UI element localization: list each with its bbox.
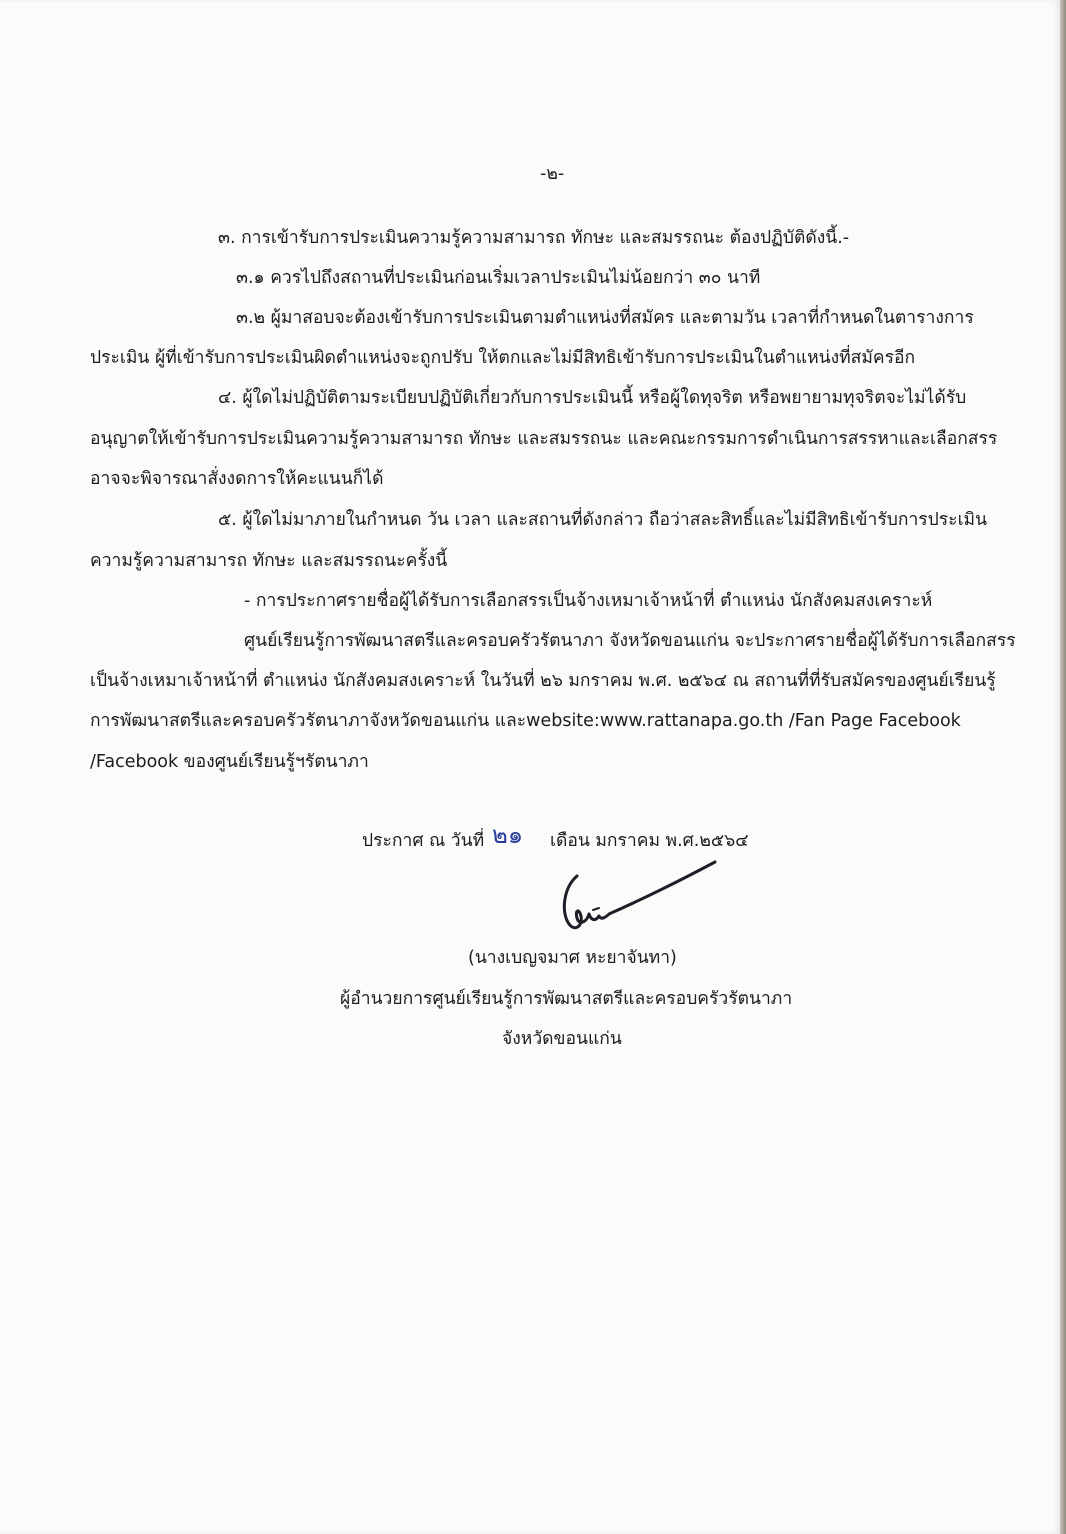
body-line-10: - การประกาศรายชื่อผู้ได้รับการเลือกสรรเป็นจ้างเหมาเจ้าหน้าที่ ตำแหน่ง นักสังคมสงเคราะห์ xyxy=(244,591,933,611)
body-line-12: เป็นจ้างเหมาเจ้าหน้าที่ ตำแหน่ง นักสังคมสงเคราะห์ ในวันที่ ๒๖ มกราคม พ.ศ. ๒๕๖๔ ณ สถานที่ที่รับสมัครของศูนย์เรียนรู้ xyxy=(90,671,996,691)
body-line-13: การพัฒนาสตรีและครอบครัวรัตนาภาจังหวัดขอนแก่น และwebsite:www.rattanapa.go.th /Fan Page Facebook xyxy=(90,711,961,731)
signature-mark xyxy=(555,858,725,948)
announcement-day-handwritten: ๒๑ xyxy=(492,821,524,849)
announcement-date-suffix: เดือน มกราคม พ.ศ.๒๕๖๔ xyxy=(550,831,749,851)
body-line-6: อนุญาตให้เข้ารับการประเมินความรู้ความสามารถ ทักษะ และสมรรถนะ และคณะกรรมการดำเนินการสรรหาและเลือกสรร xyxy=(90,429,998,449)
body-line-9: ความรู้ความสามารถ ทักษะ และสมรรถนะครั้งนี้ xyxy=(90,551,448,571)
body-line-11: ศูนย์เรียนรู้การพัฒนาสตรีและครอบครัวรัตนาภา จังหวัดขอนแก่น จะประกาศรายชื่อผู้ได้รับการเลือกสรร xyxy=(244,631,1016,651)
page-edge-shadow xyxy=(1060,0,1066,1534)
signatory-title: ผู้อำนวยการศูนย์เรียนรู้การพัฒนาสตรีและครอบครัวรัตนาภา xyxy=(340,989,793,1009)
body-line-4: ประเมิน ผู้ที่เข้ารับการประเมินผิดตำแหน่งจะถูกปรับ ให้ตกและไม่มีสิทธิเข้ารับการประเมินในตำแหน่งที่สมัครอีก xyxy=(90,348,916,368)
page-number: -๒- xyxy=(540,164,565,184)
body-line-3: ๓.๒ ผู้มาสอบจะต้องเข้ารับการประเมินตามตำแหน่งที่สมัคร และตามวัน เวลาที่กำหนดในตารางการ xyxy=(236,308,974,328)
signatory-province: จังหวัดขอนแก่น xyxy=(502,1029,622,1049)
body-line-8: ๕. ผู้ใดไม่มาภายในกำหนด วัน เวลา และสถานที่ดังกล่าว ถือว่าสละสิทธิ์และไม่มีสิทธิเข้ารับการประเมิน xyxy=(218,510,988,530)
body-line-7: อาจจะพิจารณาสั่งงดการให้คะแนนก็ได้ xyxy=(90,469,384,489)
body-line-2: ๓.๑ ควรไปถึงสถานที่ประเมินก่อนเริ่มเวลาประเมินไม่น้อยกว่า ๓๐ นาที xyxy=(236,268,761,288)
body-line-1: ๓. การเข้ารับการประเมินความรู้ความสามารถ ทักษะ และสมรรถนะ ต้องปฏิบัติดังนี้.- xyxy=(218,228,850,248)
body-line-14: /Facebook ของศูนย์เรียนรู้ฯรัตนาภา xyxy=(90,752,369,772)
body-line-5: ๔. ผู้ใดไม่ปฏิบัติตามระเบียบปฏิบัติเกี่ยวกับการประเมินนี้ หรือผู้ใดทุจริต หรือพยายามทุจริตจะไม่ได้รับ xyxy=(218,388,967,408)
announcement-date-prefix: ประกาศ ณ วันที่ xyxy=(362,831,485,851)
signatory-name: (นางเบญจมาศ หะยาจันทา) xyxy=(468,948,677,968)
